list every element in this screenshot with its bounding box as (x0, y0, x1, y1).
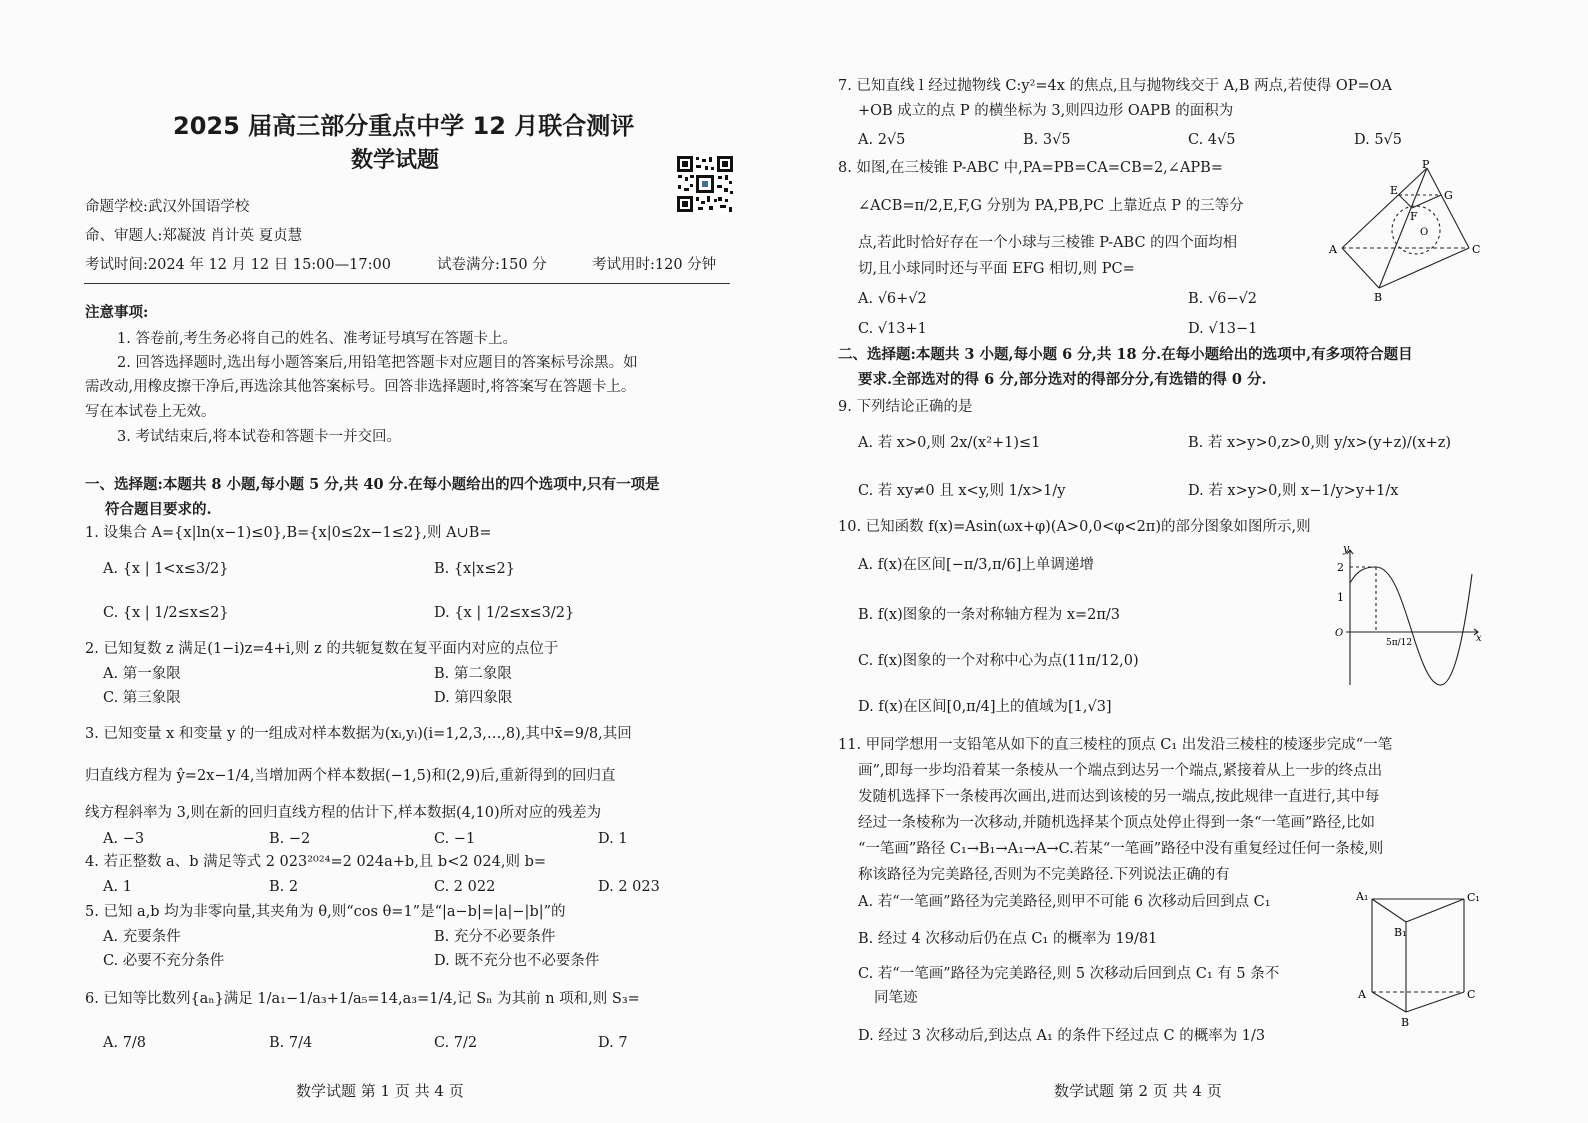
q3-stem-line2: 归直线方程为 ŷ=2x−1/4,当增加两个样本数据(−1,5)和(2,9)后,重新得到的回归直 (85, 768, 616, 784)
page-footer: 数学试题 第 2 页 共 4 页 (1054, 1082, 1222, 1100)
q5-option-c: C. 必要不充分条件 (103, 953, 225, 969)
q7-option-b: B. 3√5 (1023, 132, 1071, 148)
q5-stem: 5. 已知 a,b 均为非零向量,其夹角为 θ,则“cos θ=1”是“|a−b|=|a|−|b|”的 (85, 904, 566, 920)
q4-stem: 4. 若正整数 a、b 满足等式 2 023²⁰²⁴=2 024a+b,且 b<2 024,则 b= (85, 854, 547, 870)
meta-score: 试卷满分:150 分 (437, 257, 547, 273)
q8-stem-line3: 点,若此时恰好存在一个小球与三棱锥 P-ABC 的四个面均相 (858, 235, 1238, 251)
section-one-heading: 一、选择题:本题共 8 小题,每小题 5 分,共 40 分.在每小题给出的四个选项中,只有一项是 (85, 476, 660, 493)
q5-option-b: B. 充分不必要条件 (434, 929, 556, 945)
meta-school: 命题学校:武汉外国语学校 (85, 199, 250, 215)
q7-stem-line1: 7. 已知直线 l 经过抛物线 C:y²=4x 的焦点,且与抛物线交于 A,B 两点,若使得 OP=OA (838, 78, 1392, 94)
fig2-label-x: x (1476, 633, 1482, 644)
q9-option-c: C. 若 xy≠0 且 x<y,则 1/x>1/y (858, 483, 1066, 499)
q6-option-a: A. 7/8 (103, 1035, 147, 1051)
q9-stem: 9. 下列结论正确的是 (838, 399, 973, 415)
q7-option-d: D. 5√5 (1354, 132, 1403, 148)
fig1-label-p: P (1422, 158, 1430, 171)
q1-option-b: B. {x|x≤2} (434, 561, 515, 577)
meta-duration: 考试用时:120 分钟 (592, 257, 717, 273)
q11-stem-line1: 11. 甲同学想用一支铅笔从如下的直三棱柱的顶点 C₁ 出发沿三棱柱的棱逐步完成“一笔 (838, 737, 1393, 753)
notice-title: 注意事项: (85, 304, 149, 321)
notice-line: 1. 答卷前,考生务必将自己的姓名、准考证号填写在答题卡上。 (117, 331, 518, 347)
q5-option-a: A. 充要条件 (103, 929, 181, 945)
q8-stem-line2: ∠ACB=π/2,E,F,G 分别为 PA,PB,PC 上靠近点 P 的三等分 (858, 198, 1244, 214)
q9-option-d: D. 若 x>y>0,则 x−1/y>y+1/x (1188, 483, 1399, 499)
fig2-label-two: 2 (1337, 561, 1344, 574)
q4-option-b: B. 2 (269, 879, 299, 895)
q9-option-b: B. 若 x>y>0,z>0,则 y/x>(y+z)/(x+z) (1188, 435, 1452, 451)
page-footer: 数学试题 第 1 页 共 4 页 (296, 1082, 464, 1100)
q8-option-c: C. √13+1 (858, 321, 927, 337)
q8-stem-line1: 8. 如图,在三棱锥 P-ABC 中,PA=PB=CA=CB=2,∠APB= (838, 160, 1223, 176)
q11-stem-line3: 发随机选择下一条棱再次画出,进而达到该棱的另一端点,按此规律一直进行,其中每 (858, 789, 1380, 805)
q6-option-d: D. 7 (598, 1035, 628, 1051)
notice-line: 2. 回答选择题时,选出每小题答案后,用铅笔把答题卡对应题目的答案标号涂黑。如 (117, 355, 638, 371)
q6-stem: 6. 已知等比数列{aₙ}满足 1/a₁−1/a₃+1/a₅=14,a₃=1/4,记 Sₙ 为其前 n 项和,则 S₃= (85, 991, 640, 1007)
q10-option-d: D. f(x)在区间[0,π/4]上的值域为[1,√3] (858, 699, 1112, 715)
q11-option-c-cont: 同笔迹 (874, 990, 918, 1006)
notice-line: 写在本试卷上无效。 (85, 404, 216, 420)
q11-stem-line4: 经过一条棱称为一次移动,并随机选择某个顶点处停止得到一条“一笔画”路径,比如 (858, 815, 1376, 831)
fig1-label-c: C (1472, 243, 1481, 256)
q2-option-b: B. 第二象限 (434, 666, 512, 682)
q1-option-d: D. {x | 1/2≤x≤3/2} (434, 605, 575, 621)
q10-option-a: A. f(x)在区间[−π/3,π/6]上单调递增 (858, 557, 1094, 573)
q1-option-a: A. {x | 1<x≤3/2} (103, 561, 229, 577)
q7-stem-line2: +OB 成立的点 P 的横坐标为 3,则四边形 OAPB 的面积为 (858, 103, 1234, 119)
fig2-label-o: O (1335, 628, 1344, 639)
q11-option-c: C. 若“一笔画”路径为完美路径,则 5 次移动后回到点 C₁ 有 5 条不 (858, 966, 1280, 982)
fig3-label-c: C (1467, 988, 1476, 1001)
fig3-label-a: A (1358, 988, 1366, 1001)
q7-option-c: C. 4√5 (1188, 132, 1236, 148)
q8-stem-line4: 切,且小球同时还与平面 EFG 相切,则 PC= (858, 261, 1135, 277)
sine-graph-figure (1326, 540, 1486, 690)
q3-stem-line3: 线方程斜率为 3,则在新的回归直线方程的估计下,样本数据(4,10)所对应的残差为 (85, 805, 602, 821)
q3-option-b: B. −2 (269, 831, 311, 847)
fig2-label-tick: 5π/12 (1386, 638, 1413, 648)
q7-option-a: A. 2√5 (858, 132, 906, 148)
fig3-label-b: B (1401, 1016, 1410, 1029)
fig1-label-a: A (1329, 243, 1337, 256)
q2-option-d: D. 第四象限 (434, 690, 513, 706)
header-divider (84, 283, 730, 284)
exam-title: 2025 届高三部分重点中学 12 月联合测评 (173, 112, 635, 140)
fig3-label-c1: C₁ (1467, 891, 1480, 904)
fig1-label-f: F (1410, 210, 1418, 223)
qr-code-icon (676, 155, 734, 213)
right-page (794, 0, 1588, 1123)
fig1-label-o: O (1420, 227, 1429, 238)
q6-option-c: C. 7/2 (434, 1035, 478, 1051)
q2-stem: 2. 已知复数 z 满足(1−i)z=4+i,则 z 的共轭复数在复平面内对应的点位于 (85, 641, 559, 657)
q5-option-d: D. 既不充分也不必要条件 (434, 953, 600, 969)
q8-option-d: D. √13−1 (1188, 321, 1258, 337)
fig1-label-b: B (1374, 291, 1383, 303)
q8-option-a: A. √6+√2 (858, 291, 927, 307)
q3-option-c: C. −1 (434, 831, 476, 847)
section-two-heading: 二、选择题:本题共 3 小题,每小题 6 分,共 18 分.在每小题给出的选项中,有多项符合题目 (838, 346, 1413, 363)
fig1-label-e: E (1390, 184, 1399, 197)
q1-option-c: C. {x | 1/2≤x≤2} (103, 605, 229, 621)
q11-option-b: B. 经过 4 次移动后仍在点 C₁ 的概率为 19/81 (858, 931, 1158, 947)
q10-stem: 10. 已知函数 f(x)=Asin(ωx+φ)(A>0,0<φ<2π)的部分图象如图所示,则 (838, 519, 1311, 535)
q8-option-b: B. √6−√2 (1188, 291, 1257, 307)
exam-subtitle: 数学试题 (351, 148, 440, 173)
q4-option-d: D. 2 023 (598, 879, 660, 895)
q11-stem-line2: 画”,即每一步均沿着某一条棱从一个端点到达另一个端点,紧接着从上一步的终点出 (858, 763, 1383, 779)
q9-option-a: A. 若 x>0,则 2x/(x²+1)≤1 (858, 435, 1041, 451)
fig3-label-a1: A₁ (1356, 890, 1369, 903)
section-one-heading-cont: 符合题目要求的. (105, 501, 212, 518)
q1-stem: 1. 设集合 A={x|ln(x−1)≤0},B={x|0≤2x−1≤2},则 A∪B= (85, 525, 492, 541)
fig3-label-b1: B₁ (1394, 926, 1407, 939)
notice-line: 需改动,用橡皮擦干净后,再选涂其他答案标号。回答非选择题时,将答案写在答题卡上。 (85, 379, 636, 395)
q3-option-a: A. −3 (103, 831, 145, 847)
q3-option-d: D. 1 (598, 831, 628, 847)
fig2-label-one: 1 (1337, 591, 1344, 604)
q11-stem-line6: 称该路径为完美路径,否则为不完美路径.下列说法正确的有 (858, 867, 1230, 883)
prism-figure (1356, 884, 1486, 1029)
q4-option-c: C. 2 022 (434, 879, 496, 895)
q11-option-a: A. 若“一笔画”路径为完美路径,则甲不可能 6 次移动后回到点 C₁ (858, 894, 1271, 910)
fig2-label-y: y (1343, 542, 1350, 555)
fig1-label-g: G (1444, 189, 1453, 202)
q6-option-b: B. 7/4 (269, 1035, 313, 1051)
meta-authors: 命、审题人:郑凝波 肖计英 夏贞慧 (85, 228, 303, 244)
q3-stem-line1: 3. 已知变量 x 和变量 y 的一组成对样本数据为(xᵢ,yᵢ)(i=1,2,3,…,8),其中x̄=9/8,其回 (85, 726, 632, 742)
q10-option-c: C. f(x)图象的一个对称中心为点(11π/12,0) (858, 653, 1139, 669)
section-two-heading-cont: 要求.全部选对的得 6 分,部分选对的得部分分,有选错的得 0 分. (858, 371, 1267, 388)
meta-time: 考试时间:2024 年 12 月 12 日 15:00—17:00 (85, 257, 391, 273)
notice-line: 3. 考试结束后,将本试卷和答题卡一并交回。 (117, 429, 402, 445)
q2-option-c: C. 第三象限 (103, 690, 181, 706)
tetrahedron-figure (1324, 158, 1489, 303)
q2-option-a: A. 第一象限 (103, 666, 181, 682)
q10-option-b: B. f(x)图象的一条对称轴方程为 x=2π/3 (858, 607, 1121, 623)
q4-option-a: A. 1 (103, 879, 132, 895)
q11-option-d: D. 经过 3 次移动后,到达点 A₁ 的条件下经过点 C 的概率为 1/3 (858, 1028, 1266, 1044)
q11-stem-line5: “一笔画”路径 C₁→B₁→A₁→A→C.若某“一笔画”路径中没有重复经过任何一条棱,则 (858, 841, 1384, 857)
